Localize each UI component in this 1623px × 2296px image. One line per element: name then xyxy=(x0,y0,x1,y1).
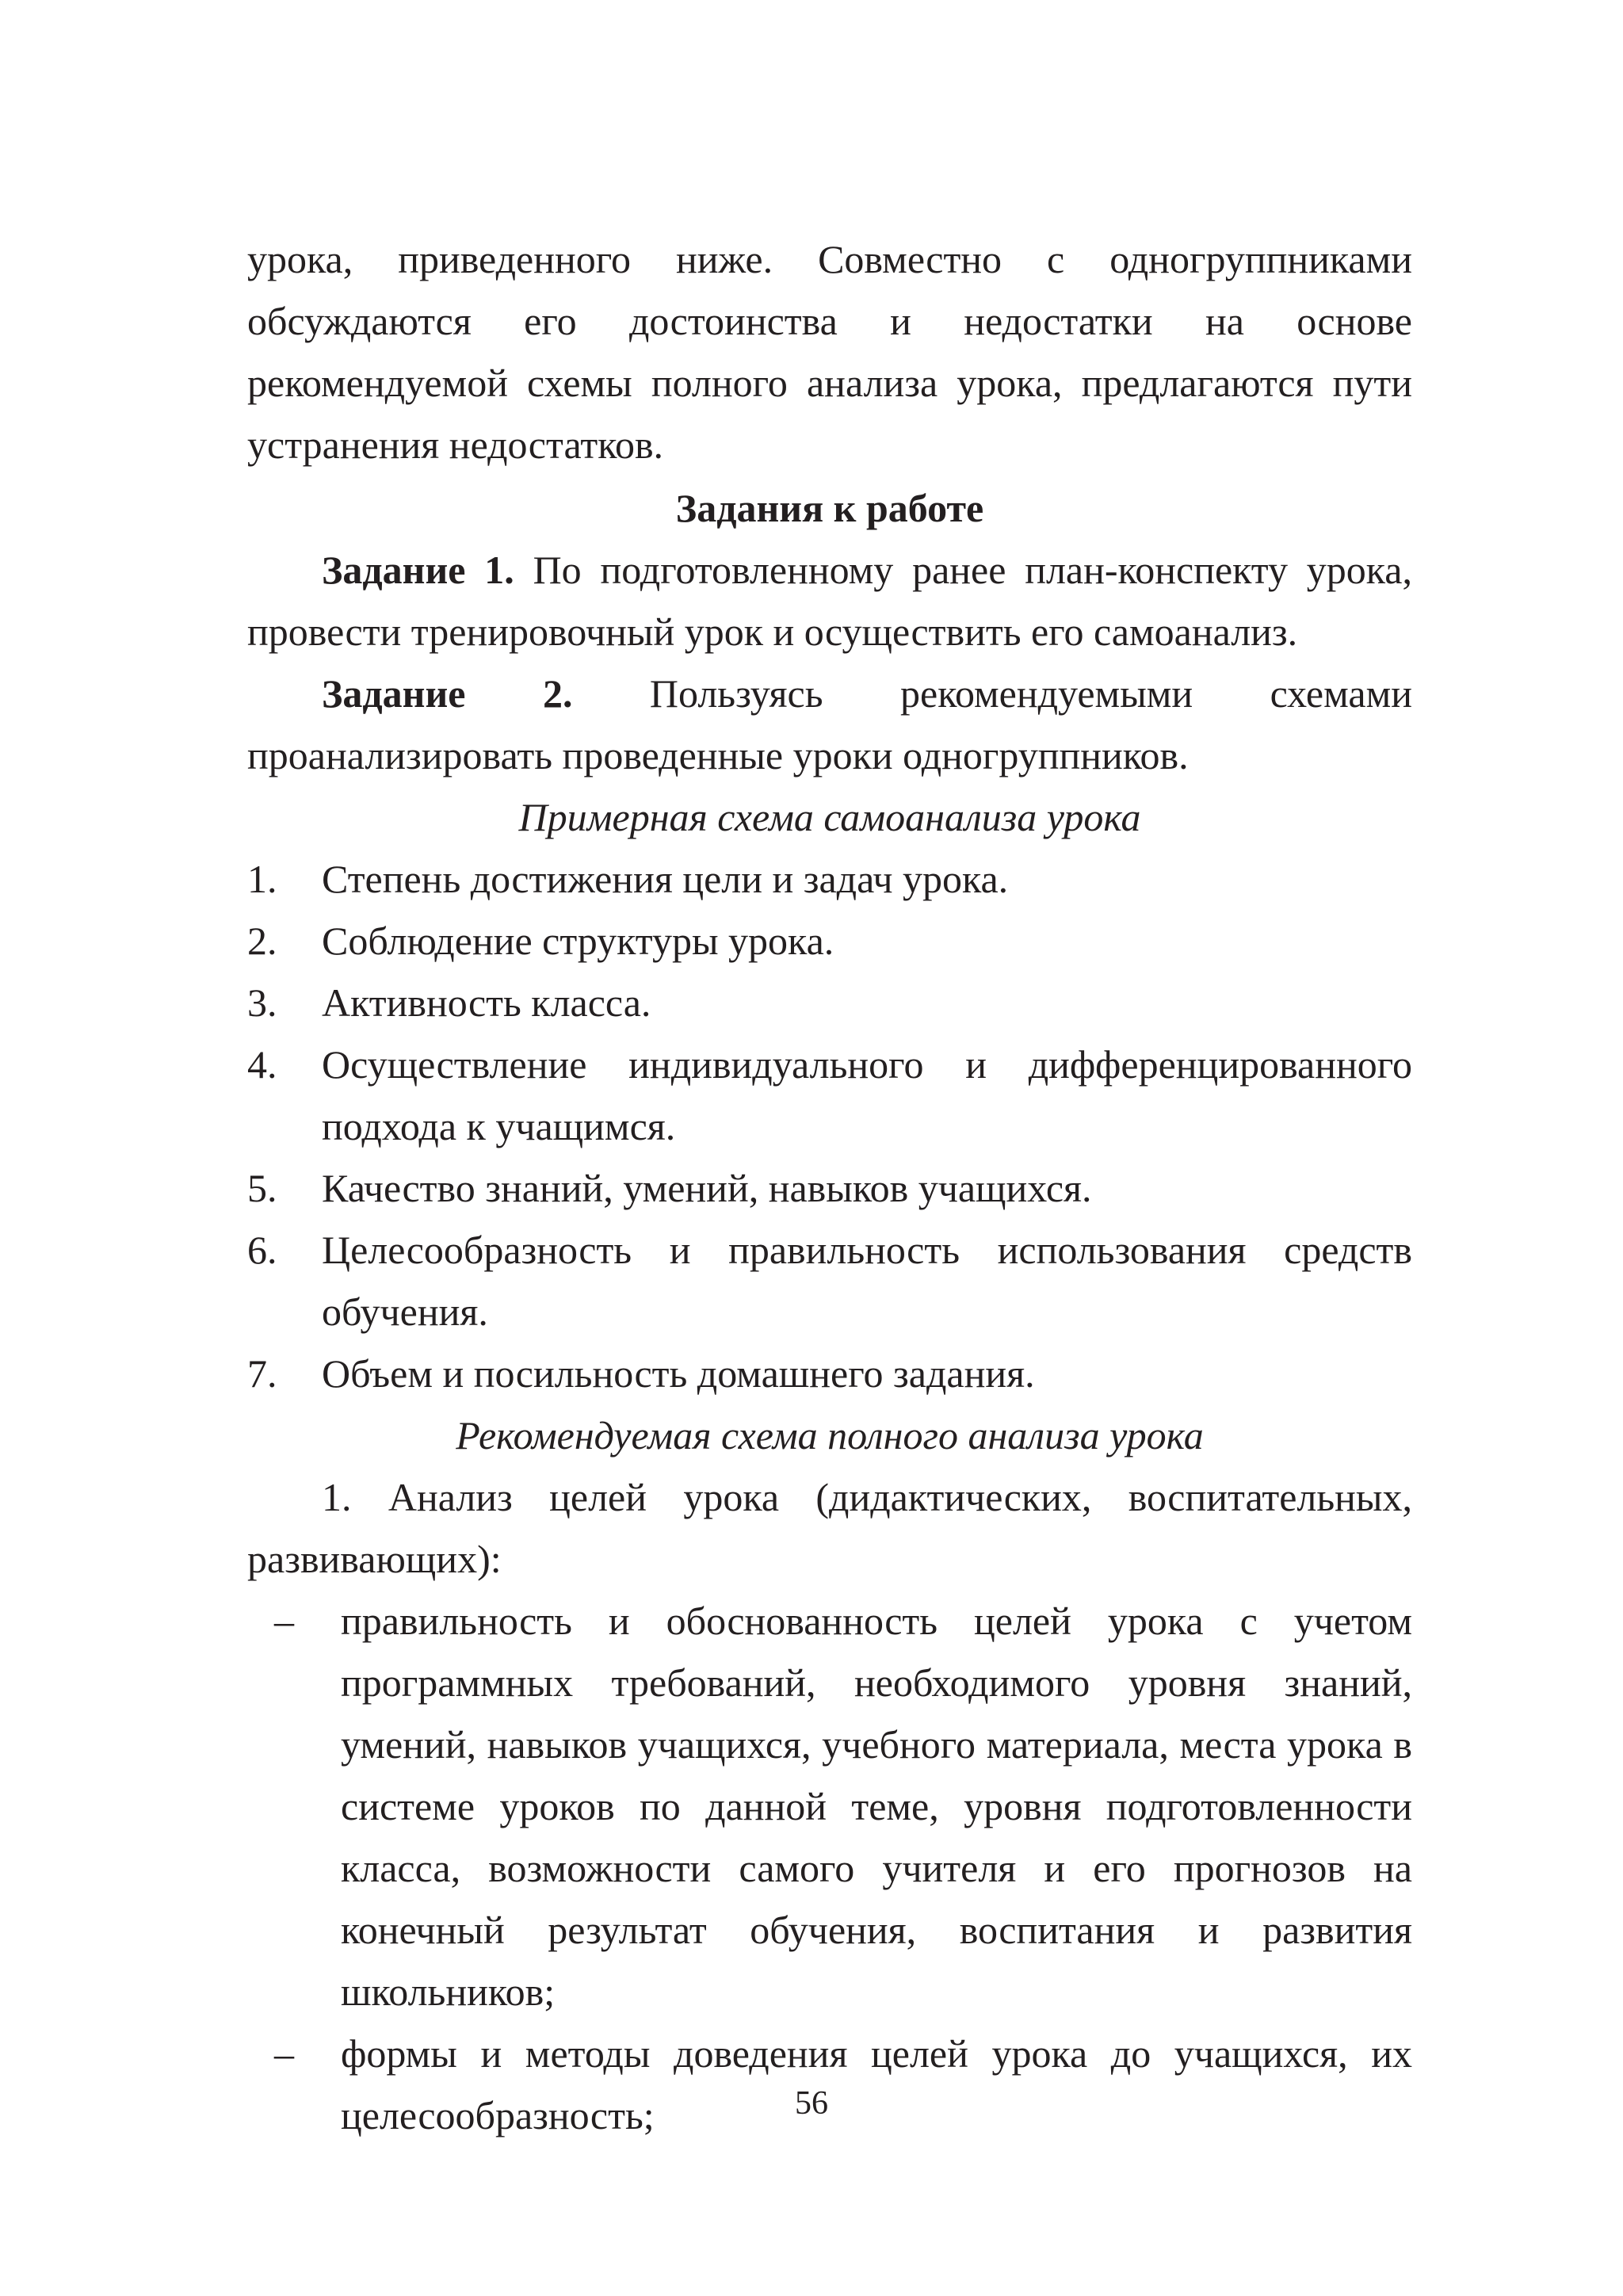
full-analysis-point-1: 1. Анализ целей урока (дидактических, воспитательных, развивающих): xyxy=(247,1475,1412,1581)
list-item-number: 1. xyxy=(247,857,277,901)
list-item xyxy=(247,1033,1412,1157)
list-item xyxy=(247,1157,1412,1219)
list-item-text: Соблюдение структуры урока. xyxy=(322,919,834,963)
list-item-number: 6. xyxy=(247,1228,277,1272)
dash-marker: – xyxy=(274,2031,294,2076)
list-item xyxy=(247,1590,1412,2023)
list-item-text: правильность и обоснованность целей урока с учетом программных требований, необходимого уровня знаний, умений, навыков учащихся, учебного материала, места урока в системе уроков по данной теме, уровня подготовленности класса, возможности самого учителя и его прогнозов на конечный результат обучения, воспитания и развития школьников; xyxy=(341,1599,1412,2014)
list-item xyxy=(247,972,1412,1033)
full-analysis-bullets xyxy=(247,1590,1412,2146)
full-analysis-title: Рекомендуемая схема полного анализа урока xyxy=(456,1413,1204,1457)
list-item-text: формы и методы доведения целей урока до учащихся, их целесообразность; xyxy=(341,2031,1412,2137)
dash-marker: – xyxy=(274,1599,294,1643)
list-item-text: Целесообразность и правильность использования средств обучения. xyxy=(322,1228,1412,1334)
task-1-paragraph xyxy=(247,539,1412,663)
page-number: 56 xyxy=(795,2085,828,2122)
self-analysis-title: Примерная схема самоанализа урока xyxy=(518,795,1141,839)
task-2-text: Пользуясь рекомендуемыми схемами проанализировать проведенные уроки одногруппников. xyxy=(247,671,1413,777)
list-item-text: Степень достижения цели и задач урока. xyxy=(322,857,1009,901)
list-item-number: 4. xyxy=(247,1042,277,1087)
list-item xyxy=(247,848,1412,910)
list-item-number: 5. xyxy=(247,1166,277,1210)
list-item-text: Качество знаний, умений, навыков учащихся. xyxy=(322,1166,1092,1210)
list-item-text: Осуществление индивидуального и дифференцированного подхода к учащимся. xyxy=(322,1042,1412,1148)
intro-paragraph: урока, приведенного ниже. Совместно с одногруппниками обсуждаются его достоинства и недостатки на основе рекомендуемой схемы полного анализа урока, предлагаются пути устранения недостатков. xyxy=(247,237,1412,467)
task-2-paragraph xyxy=(247,663,1412,786)
list-item-text: Активность класса. xyxy=(322,980,651,1025)
list-item-number: 7. xyxy=(247,1351,277,1396)
list-item xyxy=(247,910,1412,972)
list-item-number: 2. xyxy=(247,919,277,963)
task-1-text: По подготовленному ранее план-конспекту урока, провести тренировочный урок и осуществить его самоанализ. xyxy=(247,548,1412,654)
list-item xyxy=(247,1219,1412,1343)
task-1-label: Задание 1. xyxy=(322,548,514,592)
list-item xyxy=(247,1343,1412,1404)
self-analysis-list xyxy=(247,848,1412,1404)
list-item-text: Объем и посильность домашнего задания. xyxy=(322,1351,1035,1396)
page-content xyxy=(247,228,1412,2146)
task-2-label: Задание 2. xyxy=(322,671,573,716)
section-heading: Задания к работе xyxy=(675,486,984,530)
list-item-number: 3. xyxy=(247,980,277,1025)
